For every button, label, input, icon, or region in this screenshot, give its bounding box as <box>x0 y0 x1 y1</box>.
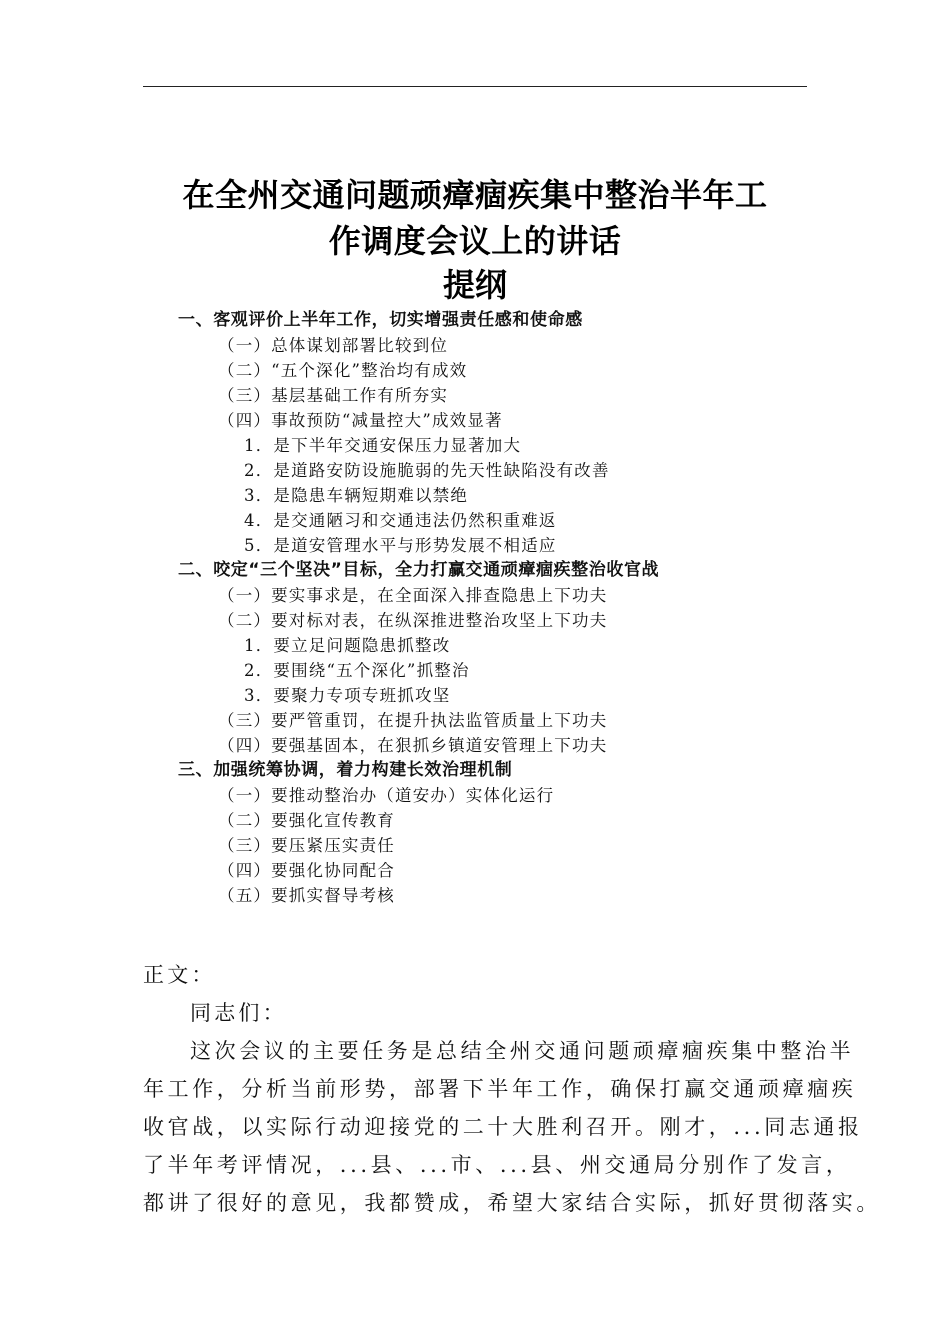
document-title-line-2: 作调度会议上的讲话 <box>328 222 622 260</box>
outline-item-level-1: 一、客观评价上半年工作，切实增强责任感和使命感 <box>178 310 583 330</box>
outline-item-level-2: （一）总体谋划部署比较到位 <box>218 336 449 355</box>
outline-item-level-3: 2．是道路安防设施脆弱的先天性缺陷没有改善 <box>244 461 610 480</box>
outline-item-level-2: （四）要强化协同配合 <box>218 861 395 880</box>
outline-item-level-3: 3．是隐患车辆短期难以禁绝 <box>244 486 469 505</box>
paragraph-line: 这次会议的主要任务是总结全州交通问题顽瘴痼疾集中整治半 <box>190 1039 855 1063</box>
outline-item-level-2: （三）要压紧压实责任 <box>218 836 395 855</box>
outline-item-level-3: 1．要立足问题隐患抓整改 <box>244 636 451 655</box>
outline-item-level-2: （四）要强基固本，在狠抓乡镇道安管理上下功夫 <box>218 736 608 755</box>
paragraph-line: 年工作，分析当前形势，部署下半年工作，确保打赢交通顽瘴痼疾 <box>143 1077 857 1101</box>
outline-item-level-1: 二、咬定“三个坚决”目标，全力打赢交通顽瘴痼疾整治收官战 <box>178 560 660 580</box>
outline-item-level-2: （三）要严管重罚，在提升执法监管质量上下功夫 <box>218 711 608 730</box>
outline-item-level-2: （一）要实事求是，在全面深入排查隐患上下功夫 <box>218 586 608 605</box>
document-title-line-1: 在全州交通问题顽瘴痼疾集中整治半年工 <box>182 176 768 214</box>
outline-item-level-2: （二）要强化宣传教育 <box>218 811 395 830</box>
outline-item-level-1: 三、加强统筹协调，着力构建长效治理机制 <box>178 760 513 780</box>
outline-item-level-3: 3．要聚力专项专班抓攻坚 <box>244 686 451 705</box>
paragraph-line: 收官战，以实际行动迎接党的二十大胜利召开。刚才，...同志通报 <box>143 1115 863 1139</box>
header-rule <box>143 86 807 87</box>
outline-item-level-2: （三）基层基础工作有所夯实 <box>218 386 449 405</box>
paragraph-line: 了半年考评情况，...县、...市、...县、州交通局分别作了发言， <box>143 1153 851 1177</box>
outline-heading: 提纲 <box>442 266 507 304</box>
outline-item-level-2: （二）“五个深化”整治均有成效 <box>218 361 468 380</box>
body-label: 正文： <box>143 963 216 987</box>
outline-item-level-2: （一）要推动整治办（道安办）实体化运行 <box>218 786 555 805</box>
outline-item-level-3: 4．是交通陋习和交通违法仍然积重难返 <box>244 511 557 530</box>
outline-item-level-3: 2．要围绕“五个深化”抓整治 <box>244 661 470 680</box>
greeting: 同志们： <box>190 1001 287 1025</box>
outline-item-level-2: （二）要对标对表，在纵深推进整治攻坚上下功夫 <box>218 611 608 630</box>
outline-item-level-3: 1．是下半年交通安保压力显著加大 <box>244 436 522 455</box>
paragraph-line: 都讲了很好的意见，我都赞成，希望大家结合实际，抓好贯彻落实。 <box>143 1191 881 1215</box>
outline-item-level-3: 5．是道安管理水平与形势发展不相适应 <box>244 536 557 555</box>
outline-item-level-2: （四）事故预防“减量控大”成效显著 <box>218 411 503 430</box>
outline-item-level-2: （五）要抓实督导考核 <box>218 886 395 905</box>
